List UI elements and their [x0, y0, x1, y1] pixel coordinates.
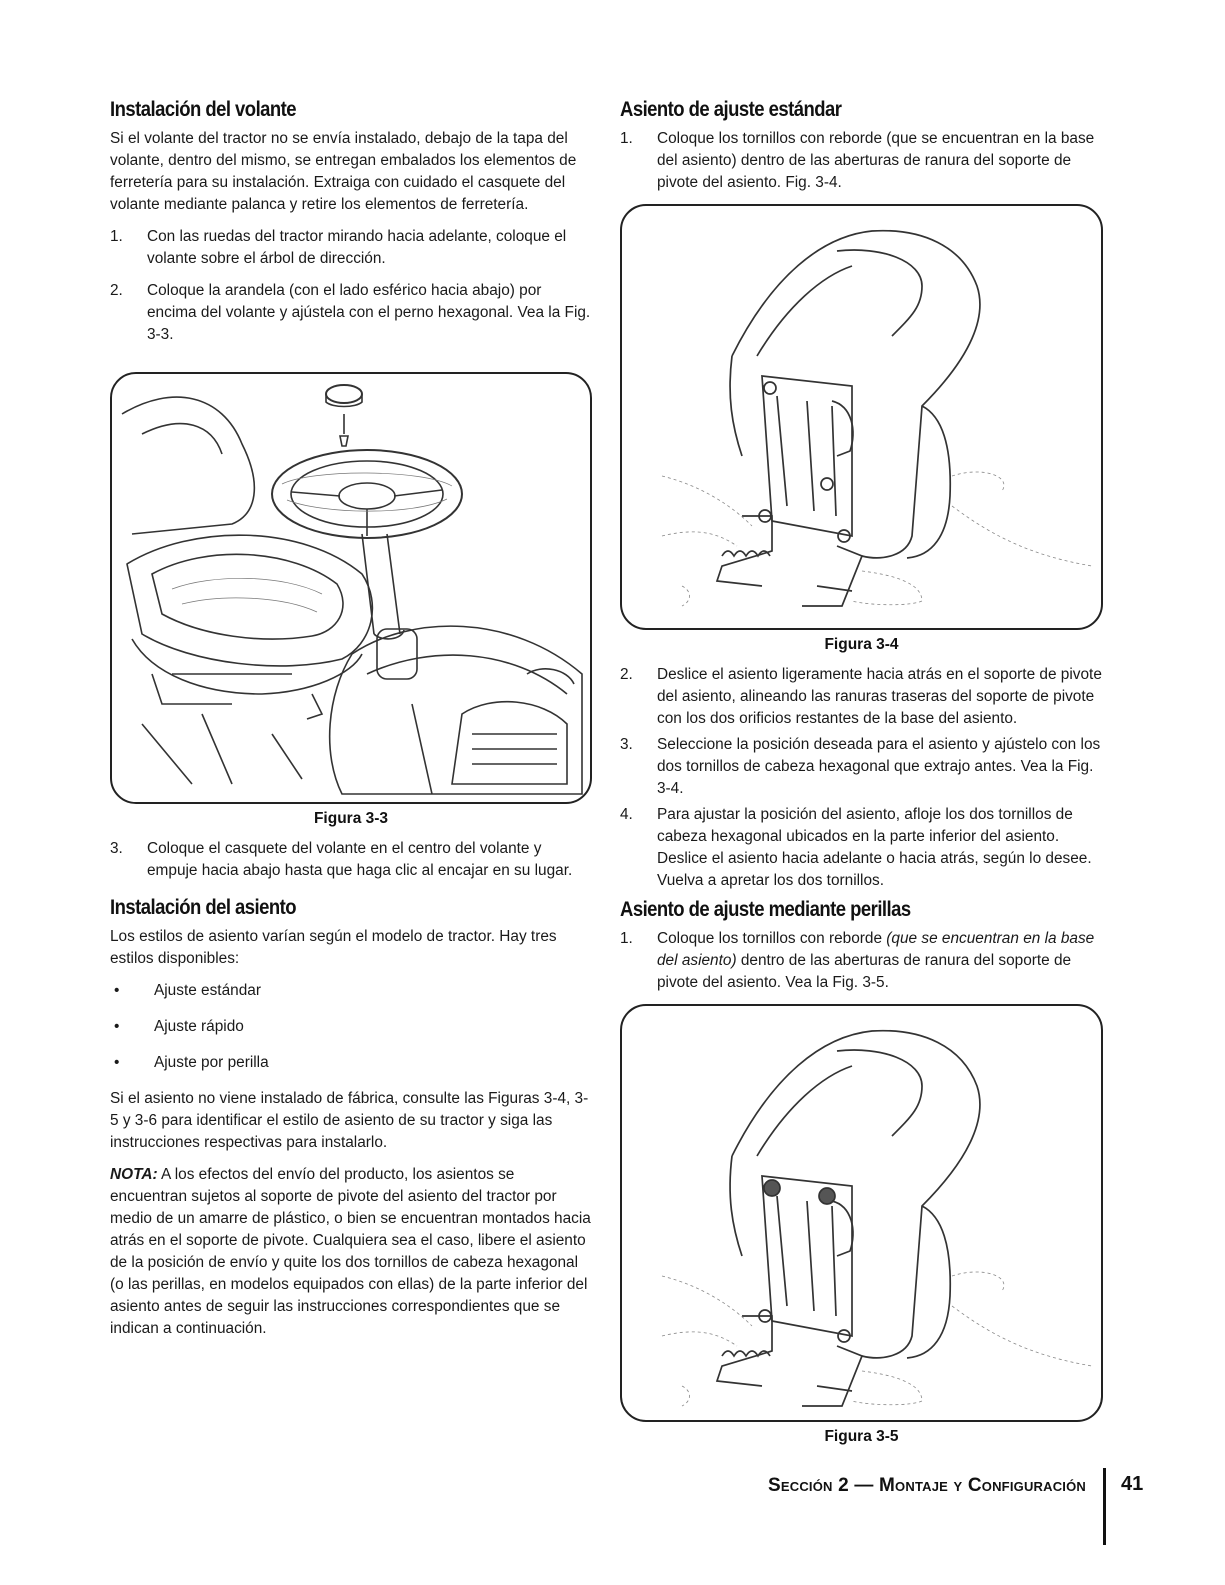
standard-seat-step-1 [620, 128, 1103, 194]
list-item: • Ajuste rápido [114, 1018, 244, 1035]
standard-seat-steps [620, 664, 1103, 892]
figure-3-3-caption: Figura 3-3 [313, 810, 389, 827]
steering-wheel-steps [110, 226, 592, 346]
note-paragraph [110, 1164, 592, 1340]
steering-wheel-intro: Si el volante del tractor no se envía instalado, debajo de la tapa del volante, dentro del mismo, se entregan embalados los elementos de ferretería para su instalación. Extraiga con cuidado el casquete del volante mediante palanca y retire los elementos de ferretería. [110, 130, 577, 213]
list-item: • Ajuste estándar [114, 982, 261, 999]
figure-3-5-caption: Figura 3-5 [824, 1428, 899, 1445]
section-title-steering-wheel: Instalación del volante [110, 98, 297, 121]
seat-styles-intro: Los estilos de asiento varían según el modelo de tractor. Hay tres estilos disponibles: [110, 928, 557, 967]
footer-section-title: Sección 2 — Montaje y Configuración [768, 1475, 1087, 1496]
standard-seat-drawing [622, 206, 1103, 628]
figure-3-3-steering-wheel-illustration [110, 372, 592, 804]
list-item: 1. Con las ruedas del tractor mirando hacia adelante, coloque el volante sobre el árbol de dirección. [110, 228, 567, 267]
figure-3-4-seat-illustration [620, 204, 1103, 630]
list-item: 3. Seleccione la posición deseada para el asiento y ajústelo con los dos tornillos de cabeza hexagonal que extrajo antes. Vea la Fig. 3-4. [620, 736, 1101, 797]
seat-install-instructions: Si el asiento no viene instalado de fábrica, consulte las Figuras 3-4, 3-5 y 3-6 para identificar el estilo de asiento de su tractor y siga las instrucciones respectivas para instalarlo. [110, 1090, 589, 1151]
left-column [110, 98, 592, 1350]
seat-styles-list [110, 980, 592, 1074]
steering-wheel-final-step [110, 838, 592, 882]
list-item: 2. Coloque la arandela (con el lado esférico hacia abajo) por encima del volante y ajústela con el perno hexagonal. Vea la Fig. 3-3. [110, 282, 591, 343]
list-item: • Ajuste por perilla [114, 1054, 269, 1071]
list-item: 3. Coloque el casquete del volante en el centro del volante y empuje hacia abajo hasta que haga clic al encajar en su lugar. [110, 840, 573, 879]
list-item: 1. Coloque los tornillos con reborde (que se encuentran en la base del asiento) dentro de las aberturas de ranura del soporte de pivote del asiento. Fig. 3-4. [620, 130, 1095, 191]
section-title-knob-seat: Asiento de ajuste mediante perillas [620, 898, 911, 921]
list-item: 1. Coloque los tornillos con reborde (que se encuentran en la base del asiento) dentro de las aberturas de ranura del soporte de pivote del asiento. Vea la Fig. 3-5. [620, 930, 1095, 991]
list-item: 4. Para ajustar la posición del asiento, afloje los dos tornillos de cabeza hexagonal ubicados en la parte inferior del asiento. Deslice el asiento hacia adelante o hacia atrás, según lo desee. Vuelva a apretar los dos tornillos. [620, 806, 1092, 889]
section-title-seat-installation: Instalación del asiento [110, 896, 297, 919]
steering-wheel-drawing [112, 374, 592, 802]
note-label: NOTA: [110, 1166, 158, 1183]
right-column [620, 98, 1103, 1456]
figure-3-4-caption: Figura 3-4 [824, 636, 899, 653]
section-title-standard-seat: Asiento de ajuste estándar [620, 98, 842, 121]
knob-seat-step-1 [620, 928, 1103, 994]
footer-divider [1103, 1468, 1106, 1545]
list-item: 2. Deslice el asiento ligeramente hacia atrás en el soporte de pivote del asiento, alineando las ranuras traseras del soporte de pivote con los dos orificios restantes de la base del asiento. [620, 666, 1102, 727]
page-number: 41 [1121, 1473, 1144, 1495]
note-text: A los efectos del envío del producto, los asientos se encuentran sujetos al soporte de pivote del asiento del tractor por medio de un amarre de plástico, o bien se encuentran montados hacia atrás en el soporte de pivote. Cualquiera sea el caso, libere el asiento de la posición de envío y quite los dos tornillos de cabeza hexagonal (o las perillas, en modelos equipados con ellas) de la parte inferior del asiento antes de seguir las instrucciones correspondientes que se indican a continuación. [110, 1166, 591, 1337]
knob-seat-drawing [622, 1006, 1103, 1420]
figure-3-5-seat-illustration [620, 1004, 1103, 1422]
